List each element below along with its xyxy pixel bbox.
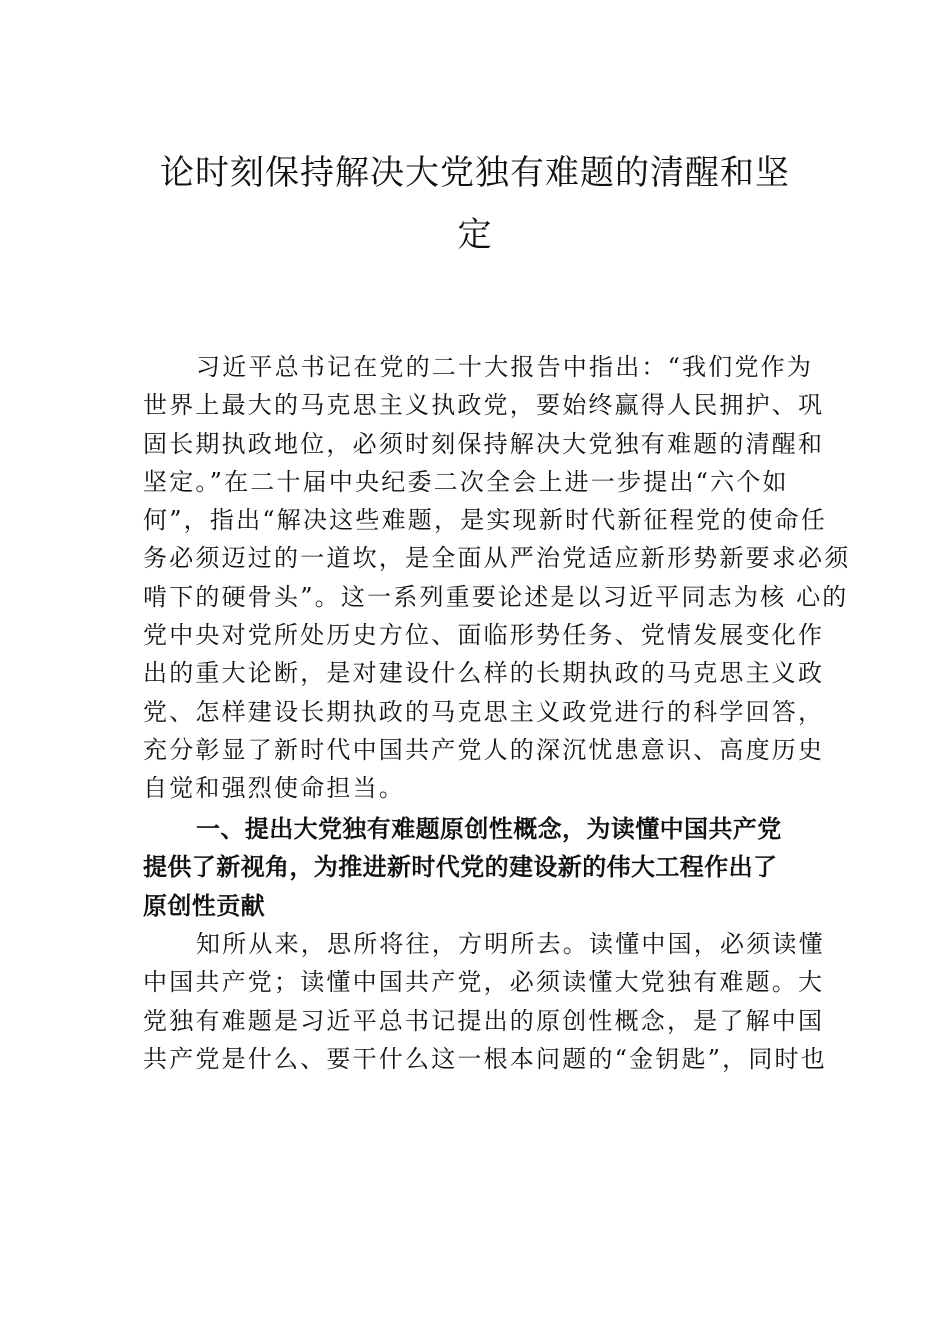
text-line: 务必须迈过的一道坎，是全面从严治党适应新形势新要求必须 [143, 544, 851, 573]
heading-line: 一、提出大党独有难题原创性概念，为读懂中国共产党 [196, 814, 782, 843]
title-line: 定 [457, 215, 493, 255]
document-title [150, 148, 800, 260]
title-line: 论时刻保持解决大党独有难题的清醒和坚 [160, 153, 790, 193]
text-line: 党独有难题是习近平总书记提出的原创性概念，是了解中国 [143, 1006, 825, 1035]
text-line: 自觉和强烈使命担当。 [143, 774, 405, 803]
heading-line: 原创性贡献 [143, 891, 265, 920]
text-line: 世界上最大的马克思主义执政党，要始终赢得人民拥护、巩 [143, 391, 825, 420]
document-body [143, 348, 851, 1078]
text-line: 共产党是什么、要干什么这一根本问题的“金钥匙”，同时也 [143, 1044, 827, 1073]
text-line: 啃下的硬骨头”。这一系列重要论述是以习近平同志为核 心的 [143, 582, 849, 611]
text-line: 出的重大论断，是对建设什么样的长期执政的马克思主义政 [143, 659, 825, 688]
section-paragraph [143, 925, 827, 1078]
text-line: 知所从来，思所将往，方明所去。读懂中国，必须读懂 [196, 930, 825, 959]
section-heading [143, 810, 808, 926]
text-line: 坚定。”在二十届中央纪委二次全会上进一步提出“六个如 [143, 467, 789, 496]
text-line: 何”，指出“解决这些难题，是实现新时代新征程党的使命任 [143, 506, 827, 535]
text-line: 党中央对党所处历史方位、面临形势任务、党情发展变化作 [143, 621, 825, 650]
intro-paragraph [143, 348, 851, 808]
text-line: 党、怎样建设长期执政的马克思主义政党进行的科学回答， [143, 697, 825, 726]
text-line: 中国共产党；读懂中国共产党，必须读懂大党独有难题。大 [143, 968, 825, 997]
text-line: 习近平总书记在党的二十大报告中指出：“我们党作为 [196, 353, 814, 381]
heading-line: 提供了新视角，为推进新时代党的建设新的伟大工程作出了 [143, 853, 778, 882]
text-line: 充分彰显了新时代中国共产党人的深沉忧患意识、高度历史 [143, 735, 825, 764]
text-line: 固长期执政地位，必须时刻保持解决大党独有难题的清醒和 [143, 429, 825, 458]
